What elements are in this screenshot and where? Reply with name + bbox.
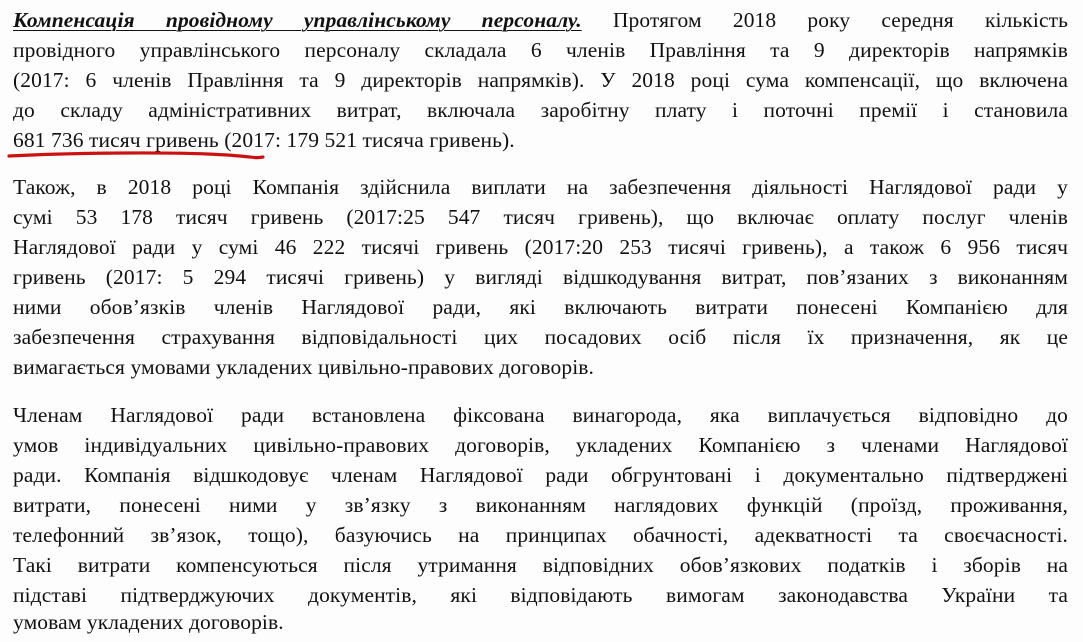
paragraph-1-line-1 <box>13 5 1068 35</box>
paragraph-3-line-2: умов індивідуальних цивільно-правових договорів, укладених Компанією з членами Наглядової <box>13 433 1068 457</box>
paragraph-1-line-3: (2017: 6 членів Правління та 9 директорів напрямків). У 2018 році сума компенсації, що включена <box>13 68 1068 92</box>
paragraph-3-line-8: умовам укладених договорів. <box>13 610 284 634</box>
paragraph-3-line-3: ради. Компанія відшкодовує членам Наглядової ради обгрунтовані і документально підтверджені <box>13 463 1068 487</box>
paragraph-3-line-1: Членам Наглядової ради встановлена фіксована винагорода, яка виплачується відповідно до <box>13 403 1068 427</box>
paragraph-1-line-1-text: Протягом 2018 року середня кількість <box>612 8 1068 32</box>
paragraph-2-line-6: забезпечення страхування відповідальності цих посадових осіб після їх призначення, як це <box>13 325 1068 349</box>
paragraph-3-line-6: Такі витрати компенсуються після утримання відповідних обов’язкових податків і зборів на <box>13 553 1068 577</box>
paragraph-1-line-2: провідного управлінського персоналу складала 6 членів Правління та 9 директорів напрямків <box>13 38 1068 62</box>
paragraph-2-line-7: вимагається умовами укладених цивільно-правових договорів. <box>13 355 595 379</box>
paragraph-2-line-1: Також, в 2018 році Компанія здійснила виплати на забезпечення діяльності Наглядової ради у <box>13 175 1068 199</box>
paragraph-2-line-4: гривень (2017: 5 294 тисячі гривень) у вигляді відшкодування витрат, пов’язаних з виконанням <box>13 265 1068 289</box>
paragraph-1-line-5: 681 736 тисяч гривень (2017: 179 521 тисяча гривень). <box>13 128 515 152</box>
paragraph-3-line-7: підставі підтверджуючих документів, які відповідають вимогам законодавства України та <box>13 583 1068 607</box>
paragraph-2-line-2: сумі 53 178 тисяч гривень (2017:25 547 тисяч гривень), що включає оплату послуг членів <box>13 205 1068 229</box>
paragraph-1-line-4: до складу адміністративних витрат, включала заробітну плату і поточні премії і становила <box>13 98 1068 122</box>
paragraph-3-line-4: витрати, понесені ними у зв’язку з виконанням наглядових функцій (проїзд, проживання, <box>13 493 1068 517</box>
paragraph-2-line-5: ними обов’язків членів Наглядової ради, які включають витрати понесені Компанією для <box>13 295 1068 319</box>
section-lead-in: Компенсація провідному управлінському персоналу. <box>13 8 582 32</box>
paragraph-2-line-3: Наглядової ради у сумі 46 222 тисячі гривень (2017:20 253 тисячі гривень), а також 6 956 тисяч <box>13 235 1068 259</box>
red-underline-annotation <box>7 145 265 167</box>
paragraph-3-line-5: телефонний зв’язок, тощо), базуючись на принципах обачності, адекватності та своєчасності. <box>13 523 1068 547</box>
